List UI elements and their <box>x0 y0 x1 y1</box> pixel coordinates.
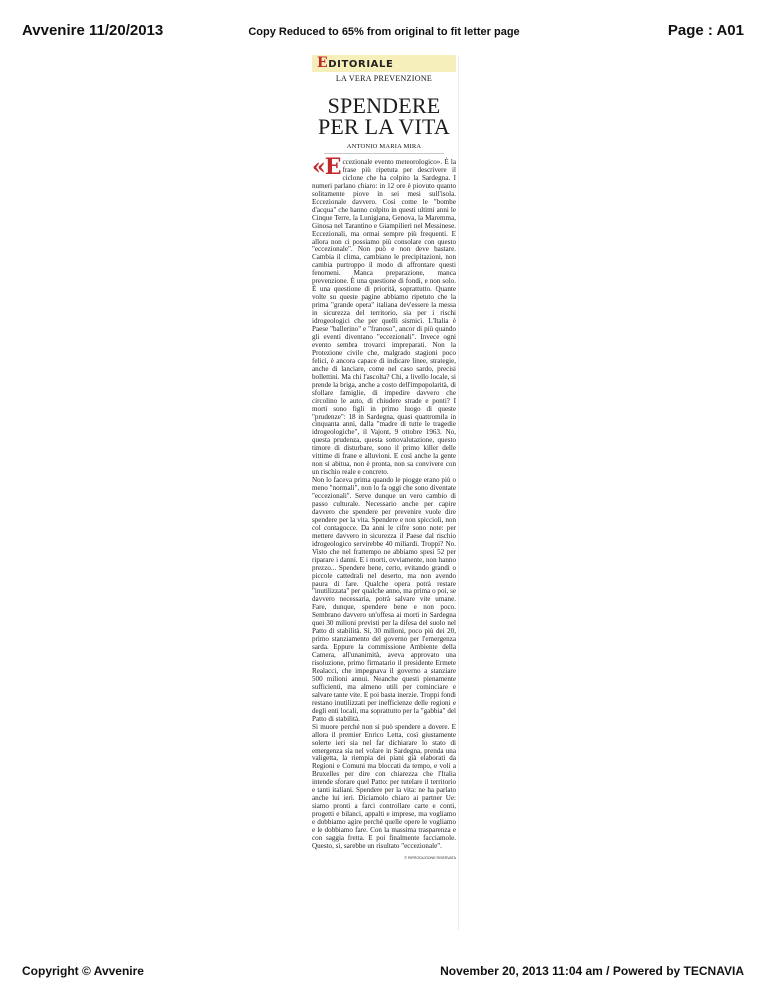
paragraph: Non lo faceva prima quando le piogge erano più o meno "normali", non lo fa oggi che sono diventate "eccezionali". Serve dunque un vero cambio di passo culturale. Necessario anche per capire davvero che spendere per prevenire vuole dire spendere per la vita. Spendere e non spiccioli, non col contagocce. Da anni le cifre sono note: per mettere davvero in sicurezza il Paese dal rischio idrogeologico servirebbe 40 miliardi. Troppi? No. Visto che nel frattempo ne abbiamo spesi 52 per riparare i danni. E i morti, ovviamente, non hanno prezzo... Spendere bene, certo, evitando grandi o piccole cattedrali nel deserto, ma non avendo paura di fare. Qualche opera potrà restare "inutilizzata" per qualche anno, ma prima o poi, se davvero necessaria, potrà salvare vite umane. Fare, dunque, spendere bene e non poco. Sembrano davvero un'offesa ai morti in Sardegna quei 30 milioni previsti per la difesa del suolo nel Patto di stabilità. Sì, 30 milioni, poco più dei 20, primo stanziamento del governo per l'emergenza sarda. Eppure la commissione Ambiente della Camera, all'unanimità, aveva approvato una risoluzione, primo firmatario il presidente Ermete Realacci, che impegnava il governo a stanziare 500 milioni annui. Neanche questi pienamente sufficienti, ma almeno utili per cominciare e salvare tante vite. E poi basta inerzie. Troppi fondi restano inutilizzati per inefficienze delle regioni e degli enti locali, ma soprattutto per la "gabbia" del Patto di stabilità. <box>312 476 456 723</box>
footer-timestamp: November 20, 2013 11:04 am / Powered by TECNAVIA <box>440 964 744 978</box>
article-kicker: LA VERA PREVENZIONE <box>335 74 433 83</box>
rubric-label: DITORIALE <box>328 59 394 70</box>
copyright-note: © RIPRODUZIONE RISERVATA <box>404 855 456 860</box>
paragraph: Si muore perché non si può spendere a dovere. E allora il premier Enrico Letta, così giustamente solerte ieri sia nel far dichiarare lo stato di emergenza sia nel volare in Sardegna, prenda una valigetta, la riempia dei piani già elaborati da Regioni e Comuni ma bloccati da tempo, e voli a Bruxelles per dire con chiarezza che l'Italia intende sforare quel Patto: per tutelare il territorio e tanti italiani. Spendere per la vita: ne ha parlato anche lui ieri. Diciamolo chiaro ai partner Ue: siamo pronti a farci controllare carte e conti, progetti e bilanci, appalti e imprese, ma vogliamo e dobbiamo agire perché quelle opere le vogliamo e le dobbiamo fare. Con la massima trasparenza e con saggia fretta. E poi finalmente facciamole. Questo, sì, sarebbe un risultato "eccezionale". <box>312 722 456 850</box>
footer-copyright: Copyright © Avvenire <box>22 964 144 978</box>
article-title <box>312 95 456 137</box>
title-line-1: SPENDERE <box>327 93 441 118</box>
article-body <box>312 154 456 851</box>
article-clipping <box>310 55 459 930</box>
article-author: ANTONIO MARIA MIRA <box>346 143 422 150</box>
drop-cap: «E <box>312 154 341 180</box>
rubric-initial: E <box>317 55 329 71</box>
header-page-number: Page : A01 <box>667 22 744 39</box>
byline-divider <box>324 153 444 154</box>
paragraph <box>312 154 456 477</box>
paragraph-text: ccezionale evento meteorologico». È la frase più ripetuta per descrivere il ciclone che ha colpito la Sardegna. I numeri parlano chiaro: in 12 ore è piovuto quanto solitamente piove in sei mesi sull'isola. Eccezionale davvero. Così come le "bombe d'acqua" che hanno colpito in questi ultimi anni le Cinque Terre, la Lunigiana, Genova, la Maremma, Ginosa nel Tarantino e Giampilieri nel Messinese. Eccezionali, ma ormai sempre più frequenti. E allora non ci possiamo più consolare con questo "eccezionale". Non può e non deve bastare. Cambia il clima, cambiano le precipitazioni, non cambia purtroppo il modo di affrontare questi fenomeni. Manca preparazione, manca prevenzione. È una questione di fondi, e non solo. È una questione di priorità, soprattutto. Quante volte su queste pagine abbiamo ripetuto che la prima "grande opera" italiana dev'essere la messa in sicurezza del territorio, sia per i rischi idrogeologici che per quelli sismici. L'Italia è Paese "ballerino" e "franoso", ancor di più quando gli eventi diventano "eccezionali". Invece ogni evento sembra trovarci impreparati. Non la Protezione civile che, malgrado stagioni poco felici, è ancora capace di indicare linee, strategie, anche di lanciare, come nel caso sardo, precisi bollettini. Ma chi l'ascolta? Chi, a livello locale, si prende la briga, anche a costo dell'impopolarità, di sfollare famiglie, di impedire davvero che circolino le auto, di chiudere strade e ponti? I morti sono figli in primo luogo di queste "prudenze": 18 in Sardegna, quasi quattromila in cinquanta anni, dalla "madre di tutte le tragedie idrogeologiche", il Vajont, 9 ottobre 1963. No, questa prudenza, questa sottovalutazione, questo timore di disturbare, sono il primo killer delle vittime di frane e alluvioni. E così anche la gente non si abitua, non è pronta, non sa convivere con un rischio reale e concreto. <box>312 158 456 477</box>
rubric-banner <box>312 55 456 72</box>
title-line-2: PER LA VITA <box>317 114 451 139</box>
header-copy-note: Copy Reduced to 65% from original to fit letter page <box>248 26 520 38</box>
header-source-date: Avvenire 11/20/2013 <box>22 22 164 39</box>
